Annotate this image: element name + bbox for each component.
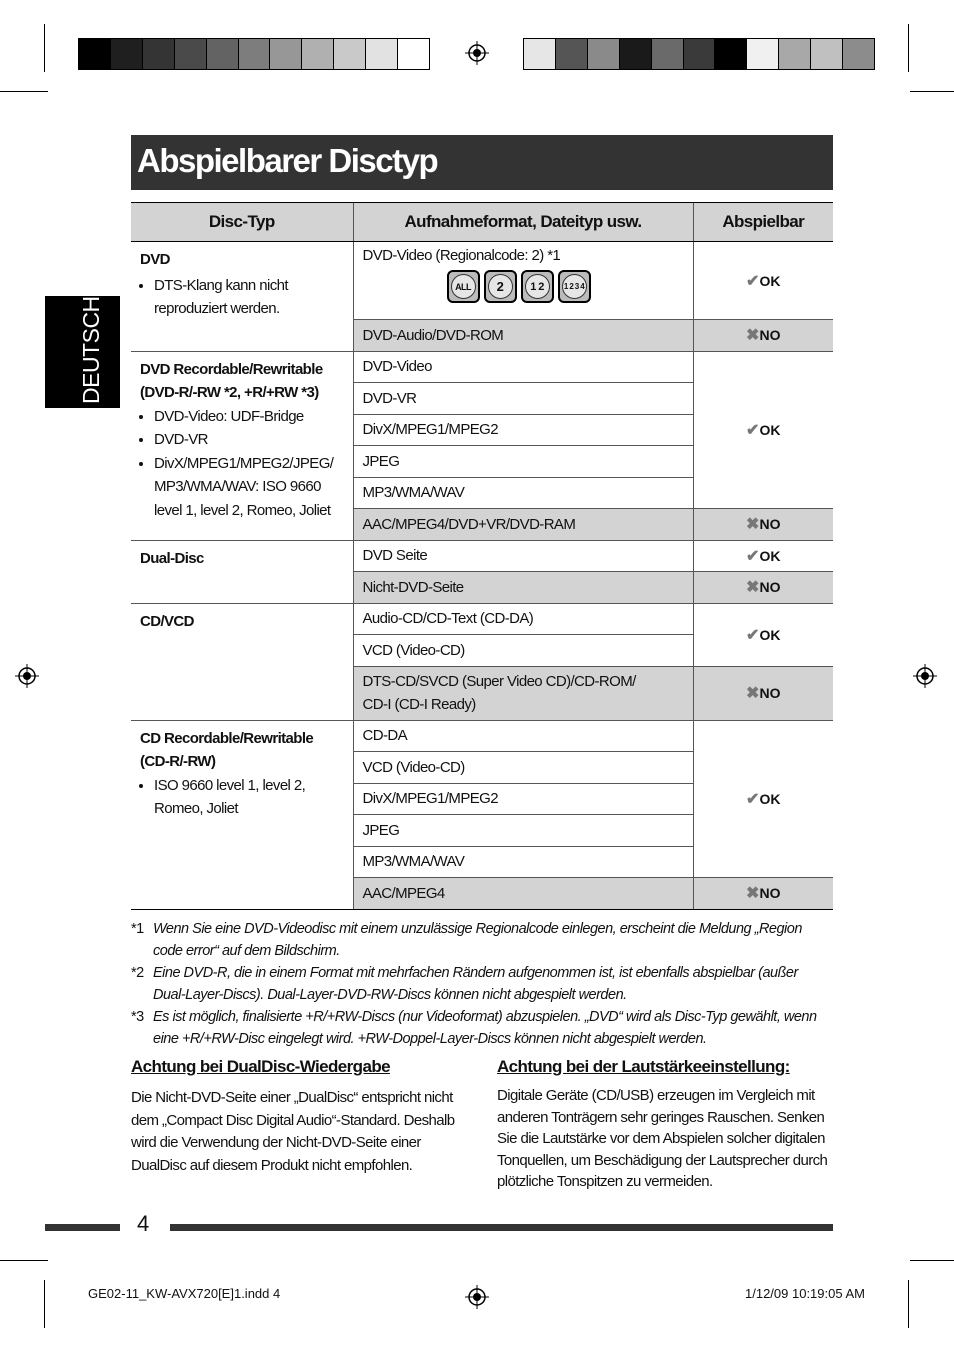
disc-type-name: CD/VCD (140, 612, 194, 630)
cross-icon: ✖ (746, 579, 760, 597)
check-icon: ✔ (746, 421, 760, 439)
volume-text: Digitale Geräte (CD/USB) erzeugen im Vergleich mit anderen Tonträgern sehr geringes Rauschen. Senken Sie die Lautstärke vor dem Abspielen solcher digitalen Tonquellen, um Beschädigung der Lautsprecher durch plötzliche Tonspitzen zu vermeiden. (497, 1087, 828, 1190)
page-title: Abspielbarer Disctyp (137, 142, 438, 179)
playable-no-cell: ✖NO (693, 666, 833, 720)
footer-rule (45, 1224, 120, 1231)
disc-type-name: CD Recordable/Rewritable (140, 729, 314, 747)
color-swatch (556, 39, 588, 69)
color-swatch (366, 39, 398, 69)
column-header-disc-type: Disc-Typ (131, 203, 353, 242)
format-cell: VCD (Video-CD) (353, 752, 693, 784)
color-swatch (270, 39, 302, 69)
table-row (131, 720, 833, 752)
format-cell: AAC/MPEG4/DVD+VR/DVD-RAM (353, 509, 693, 541)
disc-note: • ISO 9660 level 1, level 2, Romeo, Joliet (154, 774, 344, 821)
color-swatch (302, 39, 334, 69)
color-swatch (684, 39, 716, 69)
format-cell: DVD-VR (353, 383, 693, 415)
format-text: DVD-Video (Regionalcode: 2) *1 (362, 247, 561, 264)
format-cell: Audio-CD/CD-Text (CD-DA) (353, 603, 693, 635)
format-cell: DVD-Video (353, 351, 693, 383)
color-swatch (747, 39, 779, 69)
region-1-2-3-4-icon: 1 2 3 4 (558, 270, 591, 303)
cross-icon: ✖ (746, 685, 760, 702)
cross-icon: ✖ (746, 885, 760, 903)
color-swatch (620, 39, 652, 69)
format-cell: MP3/WMA/WAV (353, 846, 693, 878)
disc-type-cell (131, 540, 353, 603)
playable-ok-cell: ✔OK (693, 242, 833, 320)
format-text-line2: CD-I (CD-I Ready) (362, 696, 476, 713)
color-bar-right (523, 38, 875, 70)
color-swatch (207, 39, 239, 69)
crop-mark (44, 24, 45, 72)
color-swatch (588, 39, 620, 69)
disc-type-table (131, 202, 833, 910)
disc-type-cell (131, 720, 353, 909)
playable-ok-cell: ✔OK (693, 603, 833, 666)
color-swatch (811, 39, 843, 69)
format-text: DTS-CD/SVCD (Super Video CD)/CD-ROM/ (362, 672, 636, 690)
check-icon: ✔ (746, 272, 760, 290)
color-swatch (524, 39, 556, 69)
crop-mark (908, 1280, 909, 1328)
region-2-icon: 2 (484, 270, 517, 303)
registration-mark-icon (15, 664, 39, 688)
table-header-row (131, 203, 833, 242)
format-cell (353, 242, 693, 320)
playable-no-cell: ✖NO (693, 572, 833, 604)
dualdisc-text: Die Nicht-DVD-Seite einer „DualDisc“ entspricht nicht dem „Compact Disc Digital Audio“-Standard. Deshalb wird die Verwendung der Nicht-DVD-Seite einer DualDisc auf diesem Produkt nicht empfohlen. (131, 1089, 455, 1174)
format-cell: JPEG (353, 446, 693, 478)
cross-icon: ✖ (746, 327, 760, 345)
crop-mark (908, 24, 909, 72)
color-bar-left (78, 38, 430, 70)
region-icons (447, 270, 684, 303)
playable-ok-cell: ✔OK (693, 351, 833, 509)
color-swatch (143, 39, 175, 69)
cross-icon: ✖ (746, 516, 760, 534)
format-cell: AAC/MPEG4 (353, 878, 693, 910)
color-swatch (239, 39, 271, 69)
crop-mark (910, 91, 954, 92)
format-cell: DVD Seite (353, 540, 693, 572)
format-cell: DivX/MPEG1/MPEG2 (353, 414, 693, 446)
column-header-format: Aufnahmeformat, Dateityp usw. (353, 203, 693, 242)
page-number: 4 (137, 1211, 150, 1236)
table-row (131, 603, 833, 635)
check-icon: ✔ (746, 790, 760, 808)
table-row (131, 242, 833, 320)
playable-no-cell: ✖NO (693, 509, 833, 541)
color-swatch (79, 39, 111, 69)
footnote: *1 Wenn Sie eine DVD-Videodisc mit einem unzulässige Regionalcode einlegen, erscheint die Meldung „Region code error“ auf dem Bildschirm. (131, 921, 802, 959)
disc-type-cell (131, 351, 353, 540)
disc-type-name: Dual-Disc (140, 549, 204, 567)
print-slug-date: 1/12/09 10:19:05 AM (745, 1286, 865, 1301)
disc-type-cell (131, 242, 353, 352)
footnote: *2 Eine DVD-R, die in einem Format mit mehrfachen Rändern aufgenommen ist, ist ebenfalls abspielbar (außer Dual-Layer-Discs). Dual-Layer-DVD-RW-Discs können nicht abgespielt werden. (131, 965, 798, 1003)
format-cell: VCD (Video-CD) (353, 635, 693, 667)
table-row (131, 351, 833, 383)
disc-type-name-line2: (CD-R/-RW) (140, 753, 216, 770)
color-swatch (779, 39, 811, 69)
format-cell: MP3/WMA/WAV (353, 477, 693, 509)
playable-no-cell: ✖NO (693, 320, 833, 352)
registration-mark-icon (465, 1285, 489, 1309)
color-swatch (175, 39, 207, 69)
format-cell: JPEG (353, 815, 693, 847)
registration-mark-icon (913, 664, 937, 688)
crop-mark (910, 1260, 954, 1261)
footer-rule (170, 1224, 833, 1231)
format-cell: Nicht-DVD-Seite (353, 572, 693, 604)
check-icon: ✔ (746, 626, 760, 644)
disc-type-name: DVD Recordable/Rewritable (140, 360, 323, 378)
playable-ok-cell: ✔OK (693, 540, 833, 572)
check-icon: ✔ (746, 547, 760, 565)
table-row (131, 540, 833, 572)
language-tab-label: DEUTSCH (78, 296, 104, 404)
color-swatch (334, 39, 366, 69)
disc-note: • DVD-VR (154, 428, 344, 452)
playable-no-cell: ✖NO (693, 878, 833, 910)
color-swatch (715, 39, 747, 69)
color-swatch (652, 39, 684, 69)
disc-type-name: DVD (140, 251, 170, 268)
disc-type-cell (131, 603, 353, 720)
format-cell: CD-DA (353, 720, 693, 752)
color-swatch (843, 39, 874, 69)
dualdisc-heading: Achtung bei DualDisc-Wiedergabe (131, 1057, 390, 1076)
color-swatch (398, 39, 429, 69)
format-cell (353, 666, 693, 720)
disc-type-name-line2: (DVD-R/-RW *2, +R/+RW *3) (140, 384, 319, 401)
region-all-icon: ALL (447, 270, 480, 303)
format-cell: DivX/MPEG1/MPEG2 (353, 783, 693, 815)
crop-mark (44, 1280, 45, 1328)
print-slug-file: GE02-11_KW-AVX720[E]1.indd 4 (88, 1286, 281, 1301)
crop-mark (0, 1260, 48, 1261)
disc-note: • DVD-Video: UDF-Bridge (154, 405, 344, 429)
volume-heading: Achtung bei der Lautstärkeeinstellung: (497, 1057, 790, 1076)
region-1-2-icon: 1 2 (521, 270, 554, 303)
format-cell: DVD-Audio/DVD-ROM (353, 320, 693, 352)
registration-mark-icon (465, 41, 489, 65)
color-swatch (111, 39, 143, 69)
crop-mark (0, 91, 48, 92)
footnotes (131, 918, 833, 1050)
footnote: *3 Es ist möglich, finalisierte +R/+RW-Discs (nur Videoformat) abzuspielen. „DVD“ wird als Disc-Typ gewählt, wenn eine +R/+RW-Disc eingelegt wird. +RW-Doppel-Layer-Discs können nicht abgespielt werden. (131, 1009, 817, 1047)
column-header-playable: Abspielbar (693, 203, 833, 242)
disc-note: • DTS-Klang kann nicht reproduziert werden. (154, 274, 344, 321)
playable-ok-cell: ✔OK (693, 720, 833, 878)
disc-note: • DivX/MPEG1/MPEG2/JPEG/ MP3/WMA/WAV: ISO 9660 level 1, level 2, Romeo, Joliet (154, 452, 344, 523)
